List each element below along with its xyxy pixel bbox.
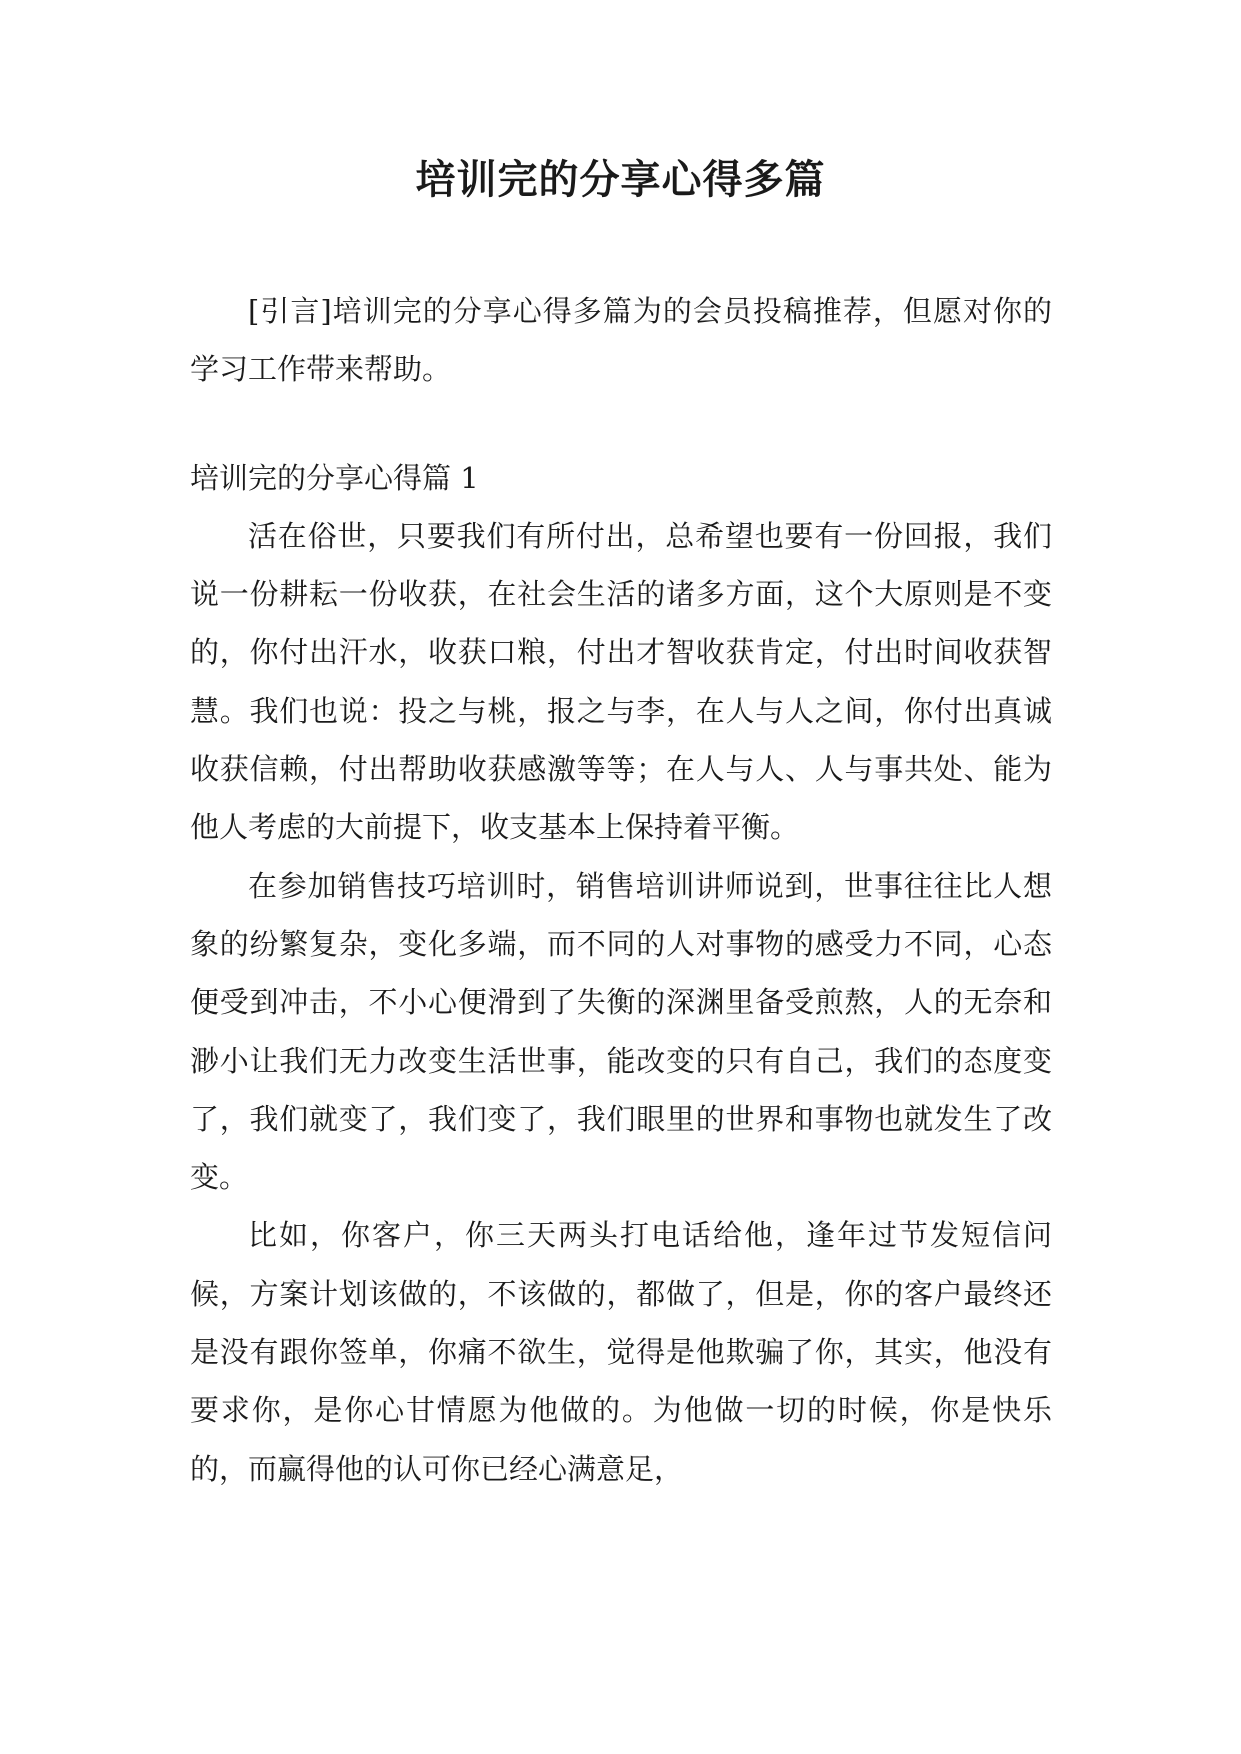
body-paragraph-2: 在参加销售技巧培训时，销售培训讲师说到，世事往往比人想象的纷繁复杂，变化多端，而不同的人对事物的感受力不同，心态便受到冲击，不小心便滑到了失衡的深渊里备受煎熬，人的无奈和渺小让我们无力改变生活世事，能改变的只有自己，我们的态度变了，我们就变了，我们变了，我们眼里的世界和事物也就发生了改变。 (190, 868, 1052, 1195)
intro-paragraph: [引言]培训完的分享心得多篇为的会员投稿推荐，但愿对你的学习工作带来帮助。 (190, 294, 1052, 387)
body-paragraph-1: 活在俗世，只要我们有所付出，总希望也要有一份回报，我们说一份耕耘一份收获，在社会生活的诸多方面，这个大原则是不变的，你付出汗水，收获口粮，付出才智收获肯定，付出时间收获智慧。我们也说：投之与桃，报之与李，在人与人之间，你付出真诚收获信赖，付出帮助收获感激等等；在人与人、人与事共处、能为他人考虑的大前提下，收支基本上保持着平衡。 (190, 518, 1052, 845)
document-body (190, 282, 1052, 1498)
body-paragraph-3: 比如，你客户，你三天两头打电话给他，逢年过节发短信问候，方案计划该做的，不该做的，都做了，但是，你的客户最终还是没有跟你签单，你痛不欲生，觉得是他欺骗了你，其实，他没有要求你，是你心甘情愿为他做的。为他做一切的时候，你是快乐的，而赢得他的认可你已经心满意足， (190, 1218, 1052, 1486)
document-title: 培训完的分享心得多篇 (415, 156, 826, 203)
section-heading: 培训完的分享心得篇 1 (190, 460, 479, 495)
